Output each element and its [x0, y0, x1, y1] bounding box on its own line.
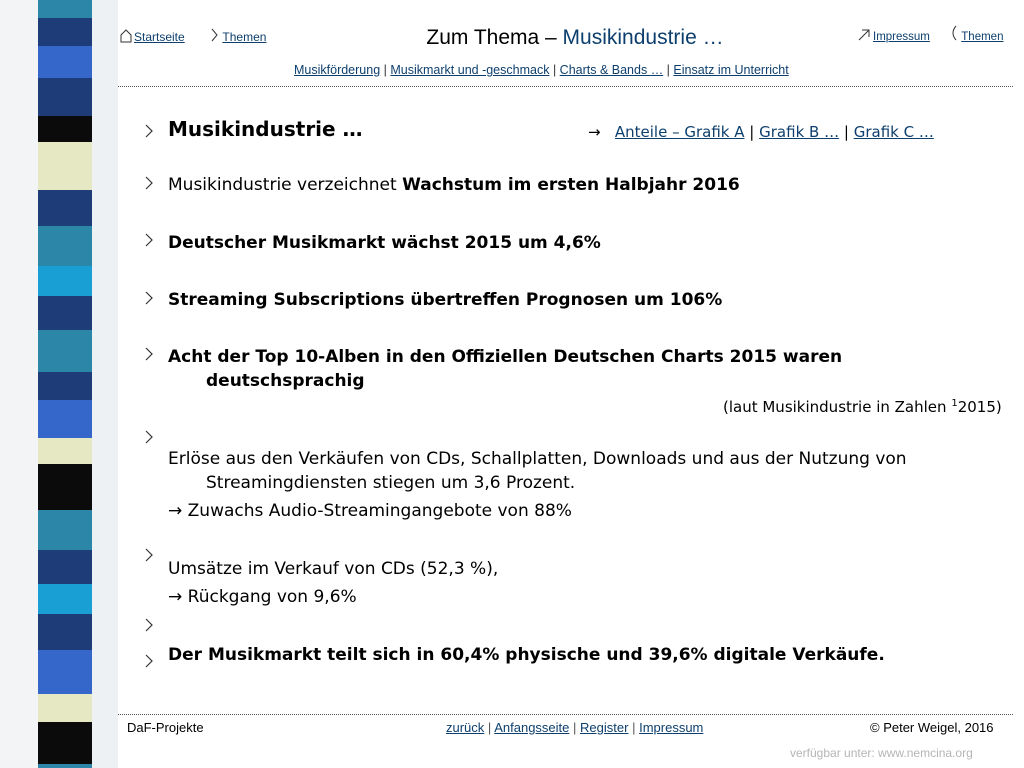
- page-title-accent: Musikindustrie …: [562, 26, 724, 49]
- strip-block: [38, 614, 92, 650]
- link-separator: |: [749, 123, 755, 141]
- chevron-right-icon: [143, 430, 155, 444]
- sub-navigation: [294, 63, 789, 77]
- item-text-bold: Wachstum im ersten Halbjahr 2016: [402, 175, 740, 195]
- strip-block: [38, 764, 92, 768]
- themes-link-top-right[interactable]: Themen: [961, 31, 1004, 43]
- list-item: [168, 173, 740, 197]
- subnav-separator: |: [552, 63, 557, 77]
- item-text: Streamingdiensten stiegen um 3,6 Prozent.: [206, 473, 576, 493]
- link-grafik-b[interactable]: Grafik B …: [759, 123, 840, 141]
- chevron-right-icon: [143, 654, 155, 668]
- curve-arrow-icon: [950, 25, 958, 41]
- list-item: [168, 557, 498, 581]
- strip-block: [38, 296, 92, 330]
- item-text-bold: Deutscher Musikmarkt wächst 2015 um 4,6%: [168, 233, 601, 253]
- page-title-prefix: Zum Thema –: [426, 26, 563, 49]
- subnav-charts-bands[interactable]: Charts & Bands …: [559, 63, 664, 77]
- link-separator: |: [573, 720, 577, 735]
- strip-block: [38, 116, 92, 142]
- content-heading: Musikindustrie …: [168, 117, 363, 141]
- strip-block: [38, 400, 92, 438]
- source-text: 2015): [957, 398, 1002, 416]
- link-separator: |: [487, 720, 492, 735]
- footer-back-link[interactable]: zurück: [446, 720, 485, 735]
- strip-block: [38, 650, 92, 694]
- link-grafik-c[interactable]: Grafik C …: [853, 123, 934, 141]
- chevron-right-icon: [143, 347, 155, 361]
- chevron-right-icon: [143, 618, 155, 632]
- link-separator: |: [632, 720, 636, 735]
- footer-divider: [118, 714, 1013, 715]
- list-item: [168, 643, 885, 667]
- link-grafik-a[interactable]: Anteile – Grafik A: [614, 123, 745, 141]
- graphic-links: [588, 123, 934, 141]
- chevron-right-icon: [143, 548, 155, 562]
- item-text-bold: Der Musikmarkt teilt sich in 60,4% physische und 39,6% digitale Verkäufe.: [168, 645, 885, 665]
- availability-note: verfügbar unter: www.nemcina.org: [790, 746, 973, 760]
- subnav-einsatz-unterricht[interactable]: Einsatz im Unterricht: [673, 63, 789, 77]
- list-item-sub: [168, 499, 572, 523]
- strip-block: [38, 510, 92, 550]
- strip-block: [38, 190, 92, 226]
- impressum-link-top[interactable]: Impressum: [873, 31, 930, 43]
- copyright: © Peter Weigel, 2016: [870, 720, 994, 735]
- home-link[interactable]: Startseite: [134, 30, 185, 44]
- strip-block: [38, 46, 92, 78]
- source-note: [723, 398, 1002, 416]
- strip-block: [38, 0, 92, 18]
- subnav-musikmarkt[interactable]: Musikmarkt und -geschmack: [390, 63, 550, 77]
- strip-block: [38, 464, 92, 510]
- strip-block: [38, 722, 92, 764]
- list-item: [168, 288, 722, 312]
- strip-block: [38, 694, 92, 722]
- footer-start-link[interactable]: Anfangsseite: [494, 720, 570, 735]
- themes-link[interactable]: Themen: [222, 30, 267, 44]
- footer-links: [446, 720, 703, 735]
- item-text: Erlöse aus den Verkäufen von CDs, Schallplatten, Downloads und aus der Nutzung von: [168, 449, 907, 469]
- source-text: (laut Musikindustrie in Zahlen: [723, 398, 952, 416]
- list-item: [168, 345, 842, 393]
- item-text: → Rückgang von 9,6%: [168, 587, 357, 607]
- footer-register-link[interactable]: Register: [580, 720, 629, 735]
- item-text-bold: Streaming Subscriptions übertreffen Prognosen um 106%: [168, 290, 723, 310]
- top-nav-right: [858, 25, 1003, 43]
- footer-impressum-link[interactable]: Impressum: [639, 720, 704, 735]
- list-item: [168, 231, 601, 255]
- chevron-right-icon: [143, 124, 155, 138]
- subnav-musikfoerderung[interactable]: Musikförderung: [294, 63, 381, 77]
- strip-block: [38, 226, 92, 266]
- strip-block: [38, 584, 92, 614]
- item-text: Musikindustrie verzeichnet: [168, 175, 403, 195]
- footnote-marker: 1: [951, 398, 958, 409]
- resize-arrow-icon: [858, 29, 870, 41]
- link-separator: |: [843, 123, 849, 141]
- chevron-right-icon: [143, 233, 155, 247]
- footer-project-label: DaF-Projekte: [127, 720, 204, 735]
- strip-block: [38, 550, 92, 584]
- arrow-right-icon: →: [588, 123, 601, 141]
- subnav-separator: |: [383, 63, 387, 77]
- strip-block: [38, 438, 92, 464]
- subnav-separator: |: [666, 63, 670, 77]
- list-item-sub: [168, 585, 357, 609]
- chevron-right-icon: [143, 291, 155, 305]
- decorative-side-strip: [0, 0, 118, 768]
- list-item: [168, 447, 907, 495]
- strip-block: [38, 372, 92, 400]
- item-text-bold: Acht der Top 10-Alben in den Offiziellen Deutschen Charts 2015 waren: [168, 347, 843, 367]
- strip-block: [38, 330, 92, 372]
- chevron-right-icon: [143, 176, 155, 190]
- item-text-bold: deutschsprachig: [206, 371, 365, 391]
- item-text: Umsätze im Verkauf von CDs (52,3 %),: [168, 559, 499, 579]
- header-divider: [118, 86, 1013, 87]
- strip-block: [38, 142, 92, 190]
- strip-block: [38, 78, 92, 116]
- strip-block: [38, 266, 92, 296]
- item-text: → Zuwachs Audio-Streamingangebote von 88%: [168, 501, 572, 521]
